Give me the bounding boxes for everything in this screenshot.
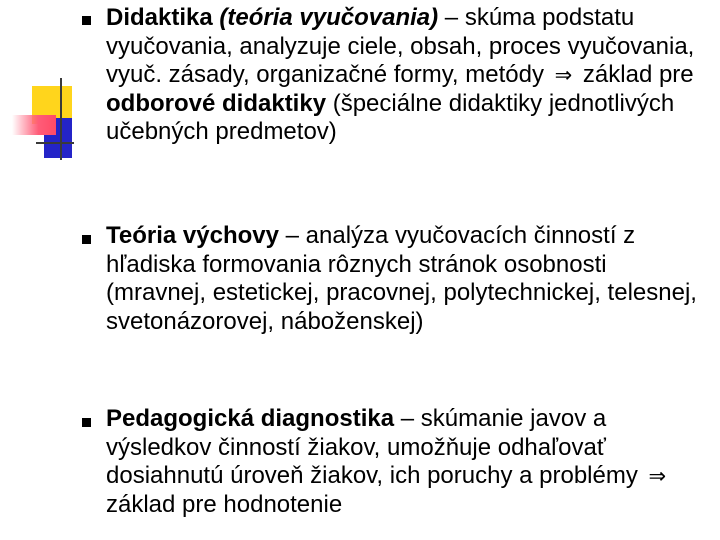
implies-arrow-icon: ⇒	[648, 464, 667, 488]
description: základ pre	[576, 61, 694, 88]
term: Pedagogická diagnostika	[106, 405, 395, 432]
term-italic: (teória vyučovania)	[219, 4, 439, 31]
description: – skúma podstatu vyučovania, analyzuje ciele, obsah, proces vyučovania, vyuč. zásady, organizačné formy, metódy	[106, 4, 695, 88]
description: základ pre hodnotenie	[106, 490, 343, 518]
list-item-text	[106, 222, 712, 336]
term: Didaktika	[106, 4, 213, 31]
bullet-square-icon	[82, 418, 91, 427]
description: – analýza vyučovacích činností z hľadiska formovania rôznych stránok osobnosti (mravnej, estetickej, pracovnej, polytechnickej, telesnej, svetonázorovej, náboženskej)	[106, 222, 697, 335]
list-item-text	[106, 405, 712, 519]
bullet-square-icon	[82, 16, 91, 25]
implies-arrow-icon: ⇒	[554, 63, 573, 87]
decor-vertical-line	[60, 78, 62, 160]
term: odborové didaktiky	[106, 89, 327, 117]
decor-pink-bar	[12, 115, 56, 135]
list-item-text	[106, 4, 712, 147]
bullet-square-icon	[82, 235, 91, 244]
description: (špeciálne didaktiky jednotlivých učebných predmetov)	[106, 89, 675, 145]
description: – skúmanie javov a výsledkov činností žiakov, umožňuje odhaľovať dosiahnutú úroveň žiakov, ich poruchy a problémy	[106, 405, 645, 489]
term: Teória výchovy	[106, 222, 279, 249]
decor-horizontal-line	[36, 142, 74, 144]
